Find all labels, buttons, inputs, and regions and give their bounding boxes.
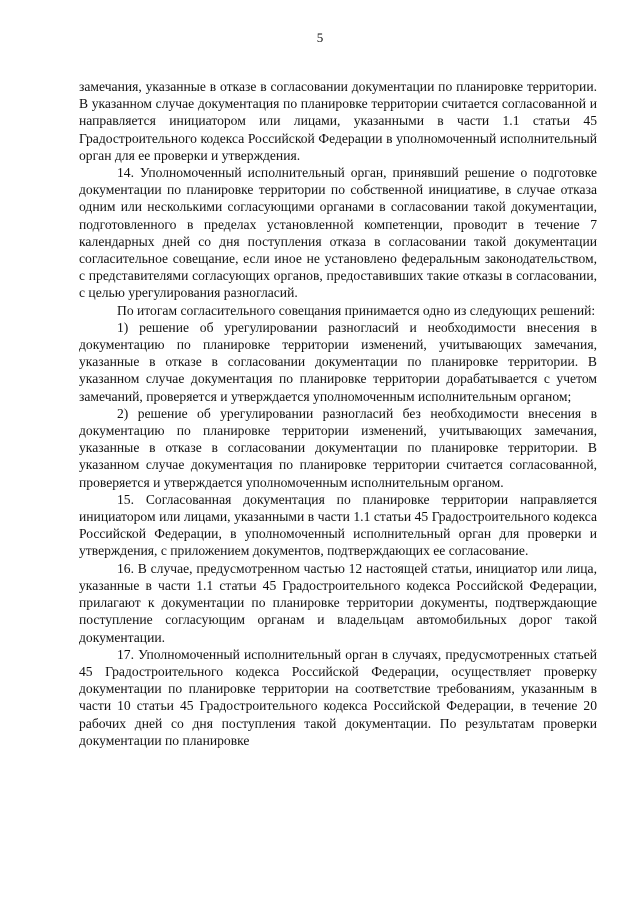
paragraph-clause-15: 15. Согласованная документация по планировке территории направляется инициатором или лицами, указанными в части 1.1 статьи 45 Градостроительного кодекса Российской Федерации, в уполномоченный исполнительный орган для проверки и утверждения, с приложением документов, подтверждающих ее согласование. (79, 491, 597, 559)
paragraph-meeting-results: По итогам согласительного совещания принимается одно из следующих решений: (117, 302, 596, 318)
paragraph-continuation: замечания, указанные в отказе в согласовании документации по планировке территории. В указанном случае документация по планировке территории считается согласованной и направляется инициатором или лицами, указанными в части 1.1 статьи 45 Градостроительного кодекса Российской Федерации в уполномоченный исполнительный орган для ее проверки и утверждения. (79, 79, 597, 163)
document-body (79, 78, 597, 749)
paragraph-clause-17: 17. Уполномоченный исполнительный орган в случаях, предусмотренных статьей 45 Градостроительного кодекса Российской Федерации, осуществляет проверку документации по планировке территории на соответствие требованиям, указанным в части 10 статьи 45 Градостроительного кодекса Российской Федерации, в течение 20 рабочих дней со дня поступления такой документации. По результатам проверки документации по планировке (79, 646, 597, 748)
page-number: 5 (316, 30, 324, 45)
paragraph-clause-14: 14. Уполномоченный исполнительный орган, принявший решение о подготовке документации по планировке территории по собственной инициативе, в случае отказа одним или несколькими согласующими органами в согласовании такой документации, подготовленного в пределах установленной компетенции, проводит в течение 7 календарных дней со дня поступления отказа в согласовании такой документации согласительное совещание, если иное не установлено федеральным законодательством, с представителями согласующих органов, предоставивших такие отказы в согласовании, с целью урегулирования разногласий. (79, 165, 597, 301)
paragraph-clause-16: 16. В случае, предусмотренном частью 12 настоящей статьи, инициатор или лица, указанные в части 1.1 статьи 45 Градостроительного кодекса Российской Федерации, прилагают к документации по планировке территории документы, подтверждающие поступление согласующим органам и владельцам автомобильных дорог такой документации. (79, 560, 597, 645)
paragraph-decision-2: 2) решение об урегулировании разногласий без необходимости внесения в документацию по планировке территории изменений, учитывающих замечания, указанные в отказе в согласовании документации по планировке территории. В указанном случае документация по планировке территории считается согласованной, проверяется и утверждается уполномоченным исполнительным органом. (79, 405, 597, 490)
paragraph-decision-1: 1) решение об урегулировании разногласий и необходимости внесения в документацию по планировке территории изменений, учитывающих замечания, указанные в отказе в согласовании документации по планировке территории. В указанном случае документация по планировке территории дорабатывается с учетом замечаний, проверяется и утверждается уполномоченным исполнительным органом; (79, 319, 597, 404)
